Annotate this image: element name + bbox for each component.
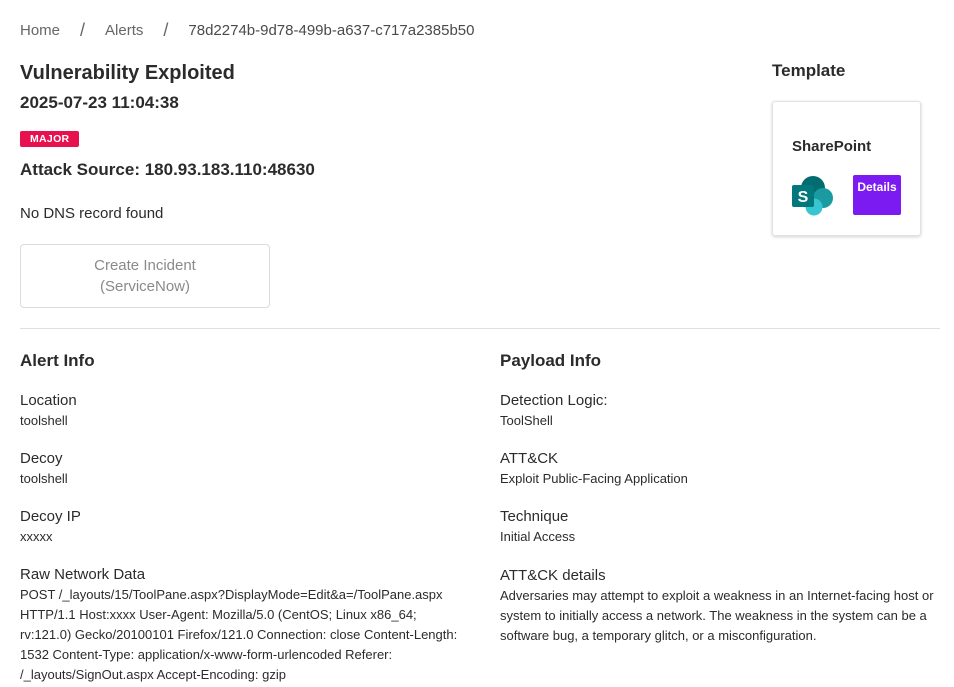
alert-timestamp: 2025-07-23 11:04:38 <box>20 93 179 112</box>
attck-value: Exploit Public-Facing Application <box>500 471 688 486</box>
attck-details-label: ATT&CK details <box>500 567 606 584</box>
attck-label: ATT&CK <box>500 450 559 467</box>
template-details-button[interactable]: Details <box>853 175 901 215</box>
detection-logic-label: Detection Logic: <box>500 392 608 409</box>
breadcrumb-current: 78d2274b-9d78-499b-a637-c717a2385b50 <box>188 22 475 39</box>
create-incident-label: Create Incident (ServiceNow) <box>94 257 196 295</box>
decoy-ip-label: Decoy IP <box>20 508 81 525</box>
attack-source: Attack Source: 180.93.183.110:48630 <box>20 160 315 179</box>
technique-label: Technique <box>500 508 569 525</box>
template-heading: Template <box>772 61 846 80</box>
template-name: SharePoint <box>792 138 872 155</box>
template-card <box>772 101 921 236</box>
decoy-ip-value: xxxxx <box>20 529 53 544</box>
create-incident-button[interactable] <box>20 244 270 308</box>
alert-info-heading: Alert Info <box>20 351 95 370</box>
page-title: Vulnerability Exploited <box>20 62 235 84</box>
raw-network-data-label: Raw Network Data <box>20 566 146 583</box>
detection-logic-value: ToolShell <box>500 413 553 428</box>
payload-info-heading: Payload Info <box>500 351 602 370</box>
decoy-label: Decoy <box>20 450 63 467</box>
location-label: Location <box>20 392 77 409</box>
breadcrumb-alerts[interactable]: Alerts <box>105 22 144 39</box>
technique-value: Initial Access <box>500 529 576 544</box>
breadcrumb-home[interactable]: Home <box>20 22 61 39</box>
breadcrumb-separator: / <box>80 20 86 40</box>
raw-network-data-value: POST /_layouts/15/ToolPane.aspx?DisplayMode=Edit&a=/ToolPane.aspx HTTP/1.1 Host:xxxx User-Agent: Mozilla/5.0 (CentOS; Linux x86_64; rv:121.0) Gecko/20100101 Firefox/121.0 Connection: close Content-Length: 1532 Content-Type: application/x-www-form-urlencoded Referer: /_layouts/SignOut.aspx Accept-Encoding: gzip <box>20 587 458 682</box>
decoy-value: toolshell <box>20 471 68 486</box>
dns-status: No DNS record found <box>20 205 164 222</box>
sharepoint-icon <box>792 176 834 216</box>
svg-text:S: S <box>797 189 809 206</box>
breadcrumb <box>20 22 474 39</box>
section-divider <box>20 328 940 329</box>
breadcrumb-separator: / <box>163 20 169 40</box>
severity-badge: MAJOR <box>20 131 79 147</box>
location-value: toolshell <box>20 413 68 428</box>
attck-details-value: Adversaries may attempt to exploit a weakness in an Internet-facing host or system to initially access a network. The weakness in the system can be a software bug, a temporary glitch, or a misconfiguration. <box>500 588 934 643</box>
